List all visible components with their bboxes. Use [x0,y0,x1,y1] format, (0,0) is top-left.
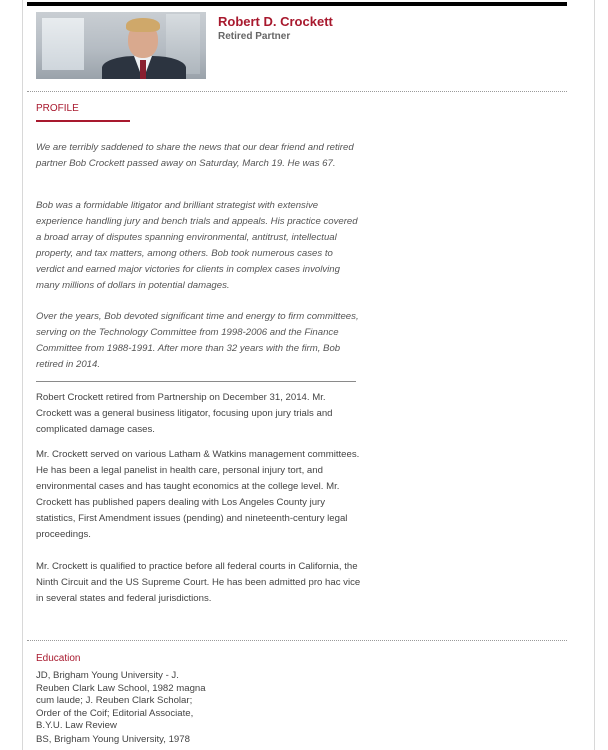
tribute-paragraph: Over the years, Bob devoted significant time and energy to firm committees, serving on the Technology Committee from 1998-2006 and the Finance Committee from 1988-1991. After more than 32 years with the firm, Bob retired in 2014. [36,311,359,370]
bio-paragraph: Robert Crockett retired from Partnership on December 31, 2014. Mr. Crockett was a general business litigator, focusing upon jury trials and complicated damage cases. [36,392,333,435]
education-item: JD, Brigham Young University - J. Reuben Clark Law School, 1982 magna cum laude; J. Reuben Clark Scholar; Order of the Coif; Editorial Associate, B.Y.U. Law Review [36,670,206,732]
profile-section-heading: PROFILE [36,103,79,114]
page-frame-right [594,0,595,750]
tribute-divider [36,381,356,382]
education-item: BS, Brigham Young University, 1978 [36,734,190,745]
tribute-paragraph: Bob was a formidable litigator and brilliant strategist with extensive experience handling jury and bench trials and appeals. His practice covered a broad array of disputes spanning environmental, antitrust, intellectual property, and tax matters, among others. Bob took numerous cases to verdict and earned major victories for clients in complex cases involving many millions of dollars in potential damages. [36,200,358,291]
page-frame-left [22,0,23,750]
profile-photo [36,12,206,79]
profile-heading-underline [36,120,130,122]
bio-paragraph: Mr. Crockett is qualified to practice before all federal courts in California, the Ninth Circuit and the US Supreme Court. He has been admitted pro hac vice in several states and federal jurisdictions. [36,561,361,604]
top-bar [27,2,567,6]
section-divider [27,91,567,92]
bio-paragraph: Mr. Crockett served on various Latham & Watkins management committees. He has been a legal panelist in health care, personal injury tort, and environmental cases and has taught economics at the college level. Mr. Crockett has published papers dealing with Los Angeles County jury statistics, First Amendment issues (pending) and nineteenth-century legal proceedings. [36,449,360,540]
education-heading: Education [36,653,81,664]
section-divider [27,640,567,641]
tribute-paragraph: We are terribly saddened to share the news that our dear friend and retired partner Bob Crockett passed away on Saturday, March 19. He was 67. [36,142,354,169]
profile-name: Robert D. Crockett [218,14,333,29]
profile-title: Retired Partner [218,31,291,42]
